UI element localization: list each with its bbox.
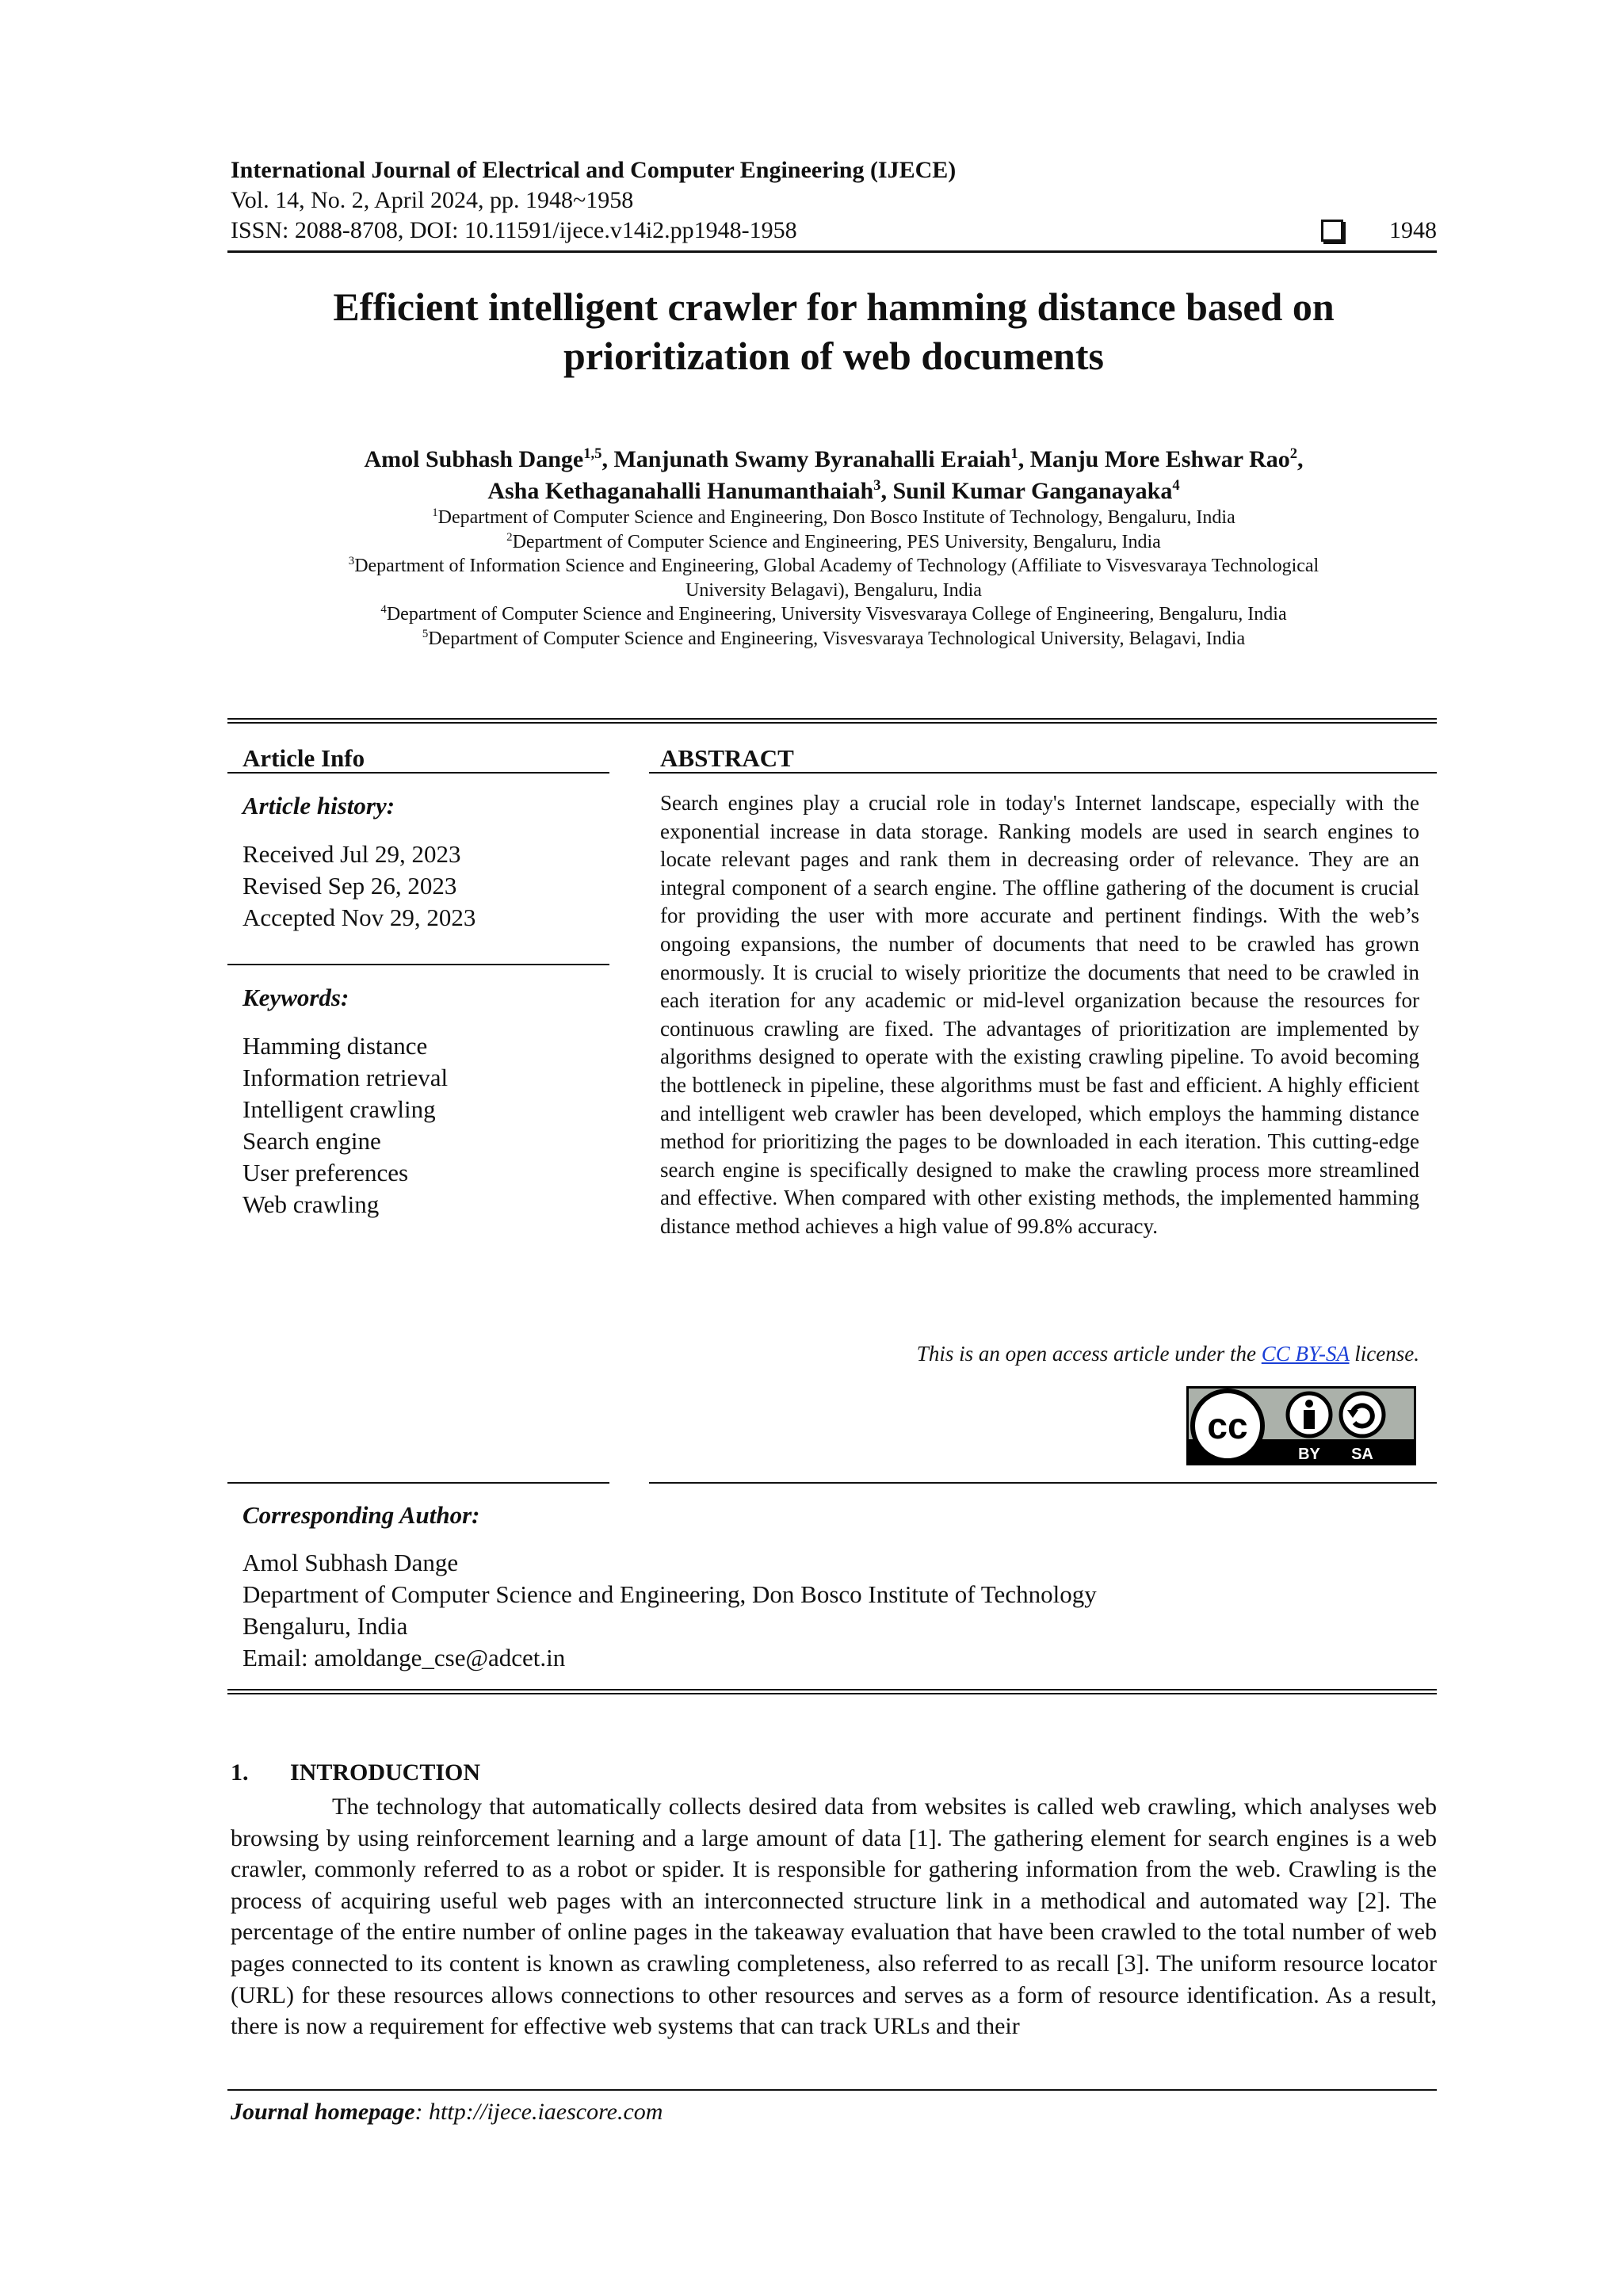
keyword: Web crawling [242,1190,380,1218]
affiliation-text: Department of Computer Science and Engineering, Visvesvaraya Technological University, Belagavi, India [428,628,1246,649]
author-affil-mark: 4 [1172,477,1180,494]
infobox-top-rule [227,718,1437,720]
affiliation-mark: 4 [380,603,387,616]
author-affil-mark: 3 [873,477,881,494]
keyword-list [242,1030,448,1221]
affiliation-mark: 3 [348,555,355,567]
affiliation-text: Department of Computer Science and Engineering, PES University, Bengaluru, India [512,531,1161,552]
keyword: Information retrieval [242,1064,449,1091]
affiliation-text: University Belagavi), Bengaluru, India [685,579,982,601]
corresponding-name: Amol Subhash Dange [242,1549,459,1576]
affiliation [231,554,1437,579]
affiliation [231,530,1437,555]
keywords-rule [227,964,609,965]
by-label: BY [1298,1446,1320,1463]
history-received: Received Jul 29, 2023 [242,840,461,868]
infobox-bottom-rule-2 [227,1693,1437,1694]
article-info-rule [227,772,609,774]
cc-label: cc [1207,1405,1248,1446]
title-line: prioritization of web documents [563,334,1104,378]
keyword: Intelligent crawling [242,1095,436,1123]
open-access-text: This is an open access article under the [916,1342,1262,1366]
sa-label: SA [1351,1446,1373,1463]
author-name: , Manju More Eshwar Rao [1018,446,1290,472]
section-heading [231,1759,480,1786]
affiliation-mark: 1 [432,506,438,519]
affiliation [231,627,1437,651]
affiliation-list [231,506,1437,651]
history-revised: Revised Sep 26, 2023 [242,872,457,900]
author-list [231,444,1437,507]
open-access-text-end: license. [1349,1342,1419,1366]
affiliation [231,579,1437,603]
square-bullet-icon [1321,220,1343,242]
infobox-bottom-rule [227,1689,1437,1690]
volume-info: Vol. 14, No. 2, April 2024, pp. 1948~1958 [231,187,634,213]
keywords-label: Keywords: [242,984,349,1011]
affiliation-text: Department of Computer Science and Engineering, University Visvesvaraya College of Engineering, Bengaluru, India [386,604,1287,625]
corresponding-email: Email: amoldange_cse@adcet.in [242,1644,566,1671]
infobox-top-rule-2 [227,722,1437,724]
history-accepted: Accepted Nov 29, 2023 [242,904,476,931]
author-separator: , [1297,446,1304,472]
affiliation [231,506,1437,530]
affiliation-text: Department of Information Science and Engineering, Global Academy of Technology (Affiliate to Visvesvaraya Technological [354,556,1319,576]
author-name: Asha Kethaganahalli Hanumanthaiah [487,478,874,504]
cc-by-sa-badge-icon[interactable] [1186,1386,1416,1465]
title-line: Efficient intelligent crawler for hamming distance based on [333,285,1335,329]
keyword: Search engine [242,1127,381,1155]
license-link[interactable]: CC BY-SA [1261,1342,1350,1366]
section-title: INTRODUCTION [290,1759,481,1786]
corresponding-rule-right [649,1482,1437,1484]
issn-doi: ISSN: 2088-8708, DOI: 10.11591/ijece.v14i2.pp1948-1958 [231,217,797,243]
corresponding-city: Bengaluru, India [242,1612,408,1640]
author-affil-mark: 2 [1289,445,1298,462]
header-rule [227,250,1437,253]
paper-title [231,282,1437,380]
open-access-note [660,1342,1419,1366]
introduction-paragraph: The technology that automatically collects desired data from websites is called web crawling, which analyses web browsing by using reinforcement learning and a large amount of data [1]. The gathering element for search engines is a web crawler, commonly referred to as a robot or spider. It is responsible for gathering information from the web. Crawling is the process of acquiring useful web pages with an interconnected structure link in a methodical and automated way [2]. The percentage of the entire number of online pages in the takeaway evaluation that have been crawled to the total number of web pages connected to its content is known as crawling completeness, also referred to as recall [3]. The uniform resource locator (URL) for these resources allows connections to other resources and serves as a form of resource identification. As a result, there is now a requirement for effective web systems that can track URLs and their [231,1794,1437,2040]
journal-name: International Journal of Electrical and Computer Engineering (IJECE) [231,157,957,183]
abstract-heading: ABSTRACT [660,744,794,772]
author-affil-mark: 1 [1010,445,1018,462]
abstract-text: Search engines play a crucial role in today's Internet landscape, especially with the exponential increase in data storage. Ranking models are used in search engines to locate relevant pages and rank them in decreasing order of relevance. They are an integral component of a search engine. The offline gathering of the document is crucial for providing the user with more accurate and pertinent findings. With the web’s ongoing expansions, the number of documents that need to be crawled has grown enormously. It is crucial to wisely prioritize the documents that need to be crawled in each iteration for any academic or mid-level organization because the resources for continuous crawling are fixed. The advantages of prioritization are implemented by algorithms designed to operate with the existing crawling pipeline. To avoid becoming the bottleneck in pipeline, these algorithms must be fast and efficient. A highly efficient and intelligent web crawler has been developed, which employs the hamming distance method for prioritizing the pages to be downloaded in each iteration. This cutting-edge search engine is specifically designed to make the crawling process more streamlined and effective. When compared with other existing methods, the implemented hamming distance method achieves a high value of 99.8% accuracy. [660,791,1419,1238]
article-history [242,839,475,934]
corresponding-label: Corresponding Author: [242,1501,480,1529]
corresponding-author [242,1499,1097,1674]
homepage-url[interactable]: : http://ijece.iaescore.com [414,2099,663,2125]
footer-rule [227,2089,1437,2091]
article-history-label: Article history: [242,792,395,819]
page-number: 1948 [1389,217,1437,243]
running-header [231,155,1437,246]
affiliation-mark: 5 [422,627,429,640]
affiliation [231,602,1437,627]
author-name: , Sunil Kumar Ganganayaka [880,478,1173,504]
author-name: , Manjunath Swamy Byranahalli Eraiah [601,446,1011,472]
abstract-rule [649,772,1437,774]
author-affil-mark: 1,5 [583,445,602,462]
keyword: Hamming distance [242,1032,428,1060]
author-name: Amol Subhash Dange [364,446,584,472]
homepage-label: Journal homepage [231,2099,415,2125]
affiliation-mark: 2 [506,530,513,544]
affiliation-text: Department of Computer Science and Engineering, Don Bosco Institute of Technology, Bengaluru, India [437,507,1235,528]
corresponding-dept: Department of Computer Science and Engineering, Don Bosco Institute of Technology [242,1580,1097,1608]
article-info-heading: Article Info [242,744,365,772]
journal-homepage [231,2099,663,2126]
section-number: 1. [231,1759,249,1786]
keyword: User preferences [242,1159,409,1186]
corresponding-rule-left [227,1482,609,1484]
